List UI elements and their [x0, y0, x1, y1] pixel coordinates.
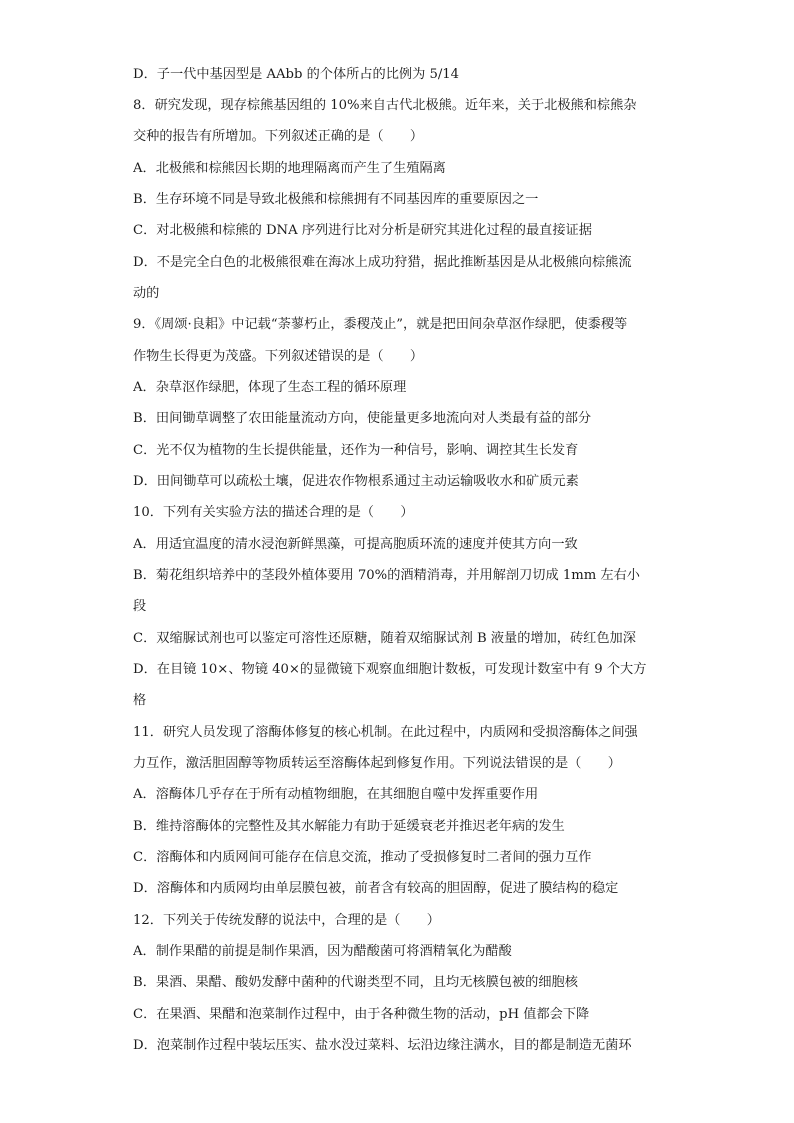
option-d-q11: D．溶酶体和内质网均由单层膜包被，前者含有较高的胆固醇，促进了膜结构的稳定	[133, 881, 619, 896]
option-c-q11: C．溶酶体和内质网间可能存在信息交流，推动了受损修复时二者间的强力互作	[133, 850, 592, 865]
option-d-q9: D．田间锄草可以疏松土壤，促进农作物根系通过主动运输吸收水和矿质元素	[133, 474, 579, 489]
option-b-q12: B．果酒、果醋、酸奶发酵中菌种的代谢类型不同，且均无核膜包被的细胞核	[133, 975, 578, 990]
question-10-stem: 10．下列有关实验方法的描述合理的是（ ）	[133, 505, 414, 520]
question-11-stem-cont: 力互作，激活胆固醇等物质转运至溶酶体起到修复作用。下列说法错误的是（ ）	[133, 756, 621, 771]
option-c-q9: C．光不仅为植物的生长提供能量，还作为一种信号，影响、调控其生长发育	[133, 443, 579, 458]
option-d-q10-cont: 格	[133, 693, 147, 708]
option-d-q7: D．子一代中基因型是 AAbb 的个体所占的比例为 5/14	[133, 67, 460, 82]
option-a-q8: A．北极熊和棕熊因长期的地理隔离而产生了生殖隔离	[133, 161, 446, 176]
option-b-q10-cont: 段	[133, 599, 147, 614]
option-a-q10: A．用适宜温度的清水浸泡新鲜黑藻，可提高胞质环流的速度并使其方向一致	[133, 537, 578, 552]
option-c-q12: C．在果酒、果醋和泡菜制作过程中，由于各种微生物的活动，pH 值都会下降	[133, 1007, 590, 1022]
option-c-q8: C．对北极熊和棕熊的 DNA 序列进行比对分析是研究其进化过程的最直接证据	[133, 223, 592, 238]
option-d-q12: D．泡菜制作过程中装坛压实、盐水没过菜料、坛沿边缘注满水，目的都是制造无菌环	[133, 1038, 632, 1053]
question-12-stem: 12．下列关于传统发酵的说法中，合理的是（ ）	[133, 913, 440, 928]
option-b-q9: B．田间锄草调整了农田能量流动方向，使能量更多地流向对人类最有益的部分	[133, 411, 592, 426]
question-11-stem: 11．研究人员发现了溶酶体修复的核心机制。在此过程中，内质网和受损溶酶体之间强	[133, 725, 638, 740]
question-8-stem-cont: 交种的报告有所增加。下列叙述正确的是（ ）	[133, 129, 424, 144]
option-d-q8: D．不是完全白色的北极熊很难在海冰上成功狩猎，据此推断基因是从北极熊向棕熊流	[133, 255, 632, 270]
option-a-q9: A．杂草沤作绿肥，体现了生态工程的循环原理	[133, 380, 407, 395]
option-b-q11: B．维持溶酶体的完整性及其水解能力有助于延缓衰老并推迟老年病的发生	[133, 819, 565, 834]
option-a-q12: A．制作果醋的前提是制作果酒，因为醋酸菌可将酒精氧化为醋酸	[133, 944, 512, 959]
option-c-q10: C．双缩脲试剂也可以鉴定可溶性还原糖，随着双缩脲试剂 B 液量的增加，砖红色加深	[133, 631, 636, 646]
question-9-stem: 9．《周颂·良耜》中记载“荼蓼朽止，黍稷茂止”，就是把田间杂草沤作绿肥，使黍稷等	[133, 317, 628, 332]
question-9-stem-cont: 作物生长得更为茂盛。下列叙述错误的是（ ）	[133, 349, 424, 364]
option-d-q10: D．在目镜 10×、物镜 40×的显微镜下观察血细胞计数板，可发现计数室中有 9 个大方	[133, 662, 647, 677]
option-d-q8-cont: 动的	[133, 286, 160, 301]
question-8-stem: 8．研究发现，现存棕熊基因组的 10%来自古代北极熊。近年来，关于北极熊和棕熊杂	[133, 98, 637, 113]
option-b-q10: B．菊花组织培养中的茎段外植体要用 70%的酒精消毒，并用解剖刀切成 1mm 左右小	[133, 568, 640, 583]
option-a-q11: A．溶酶体几乎存在于所有动植物细胞，在其细胞自噬中发挥重要作用	[133, 787, 539, 802]
option-b-q8: B．生存环境不同是导致北极熊和棕熊拥有不同基因库的重要原因之一	[133, 192, 539, 207]
